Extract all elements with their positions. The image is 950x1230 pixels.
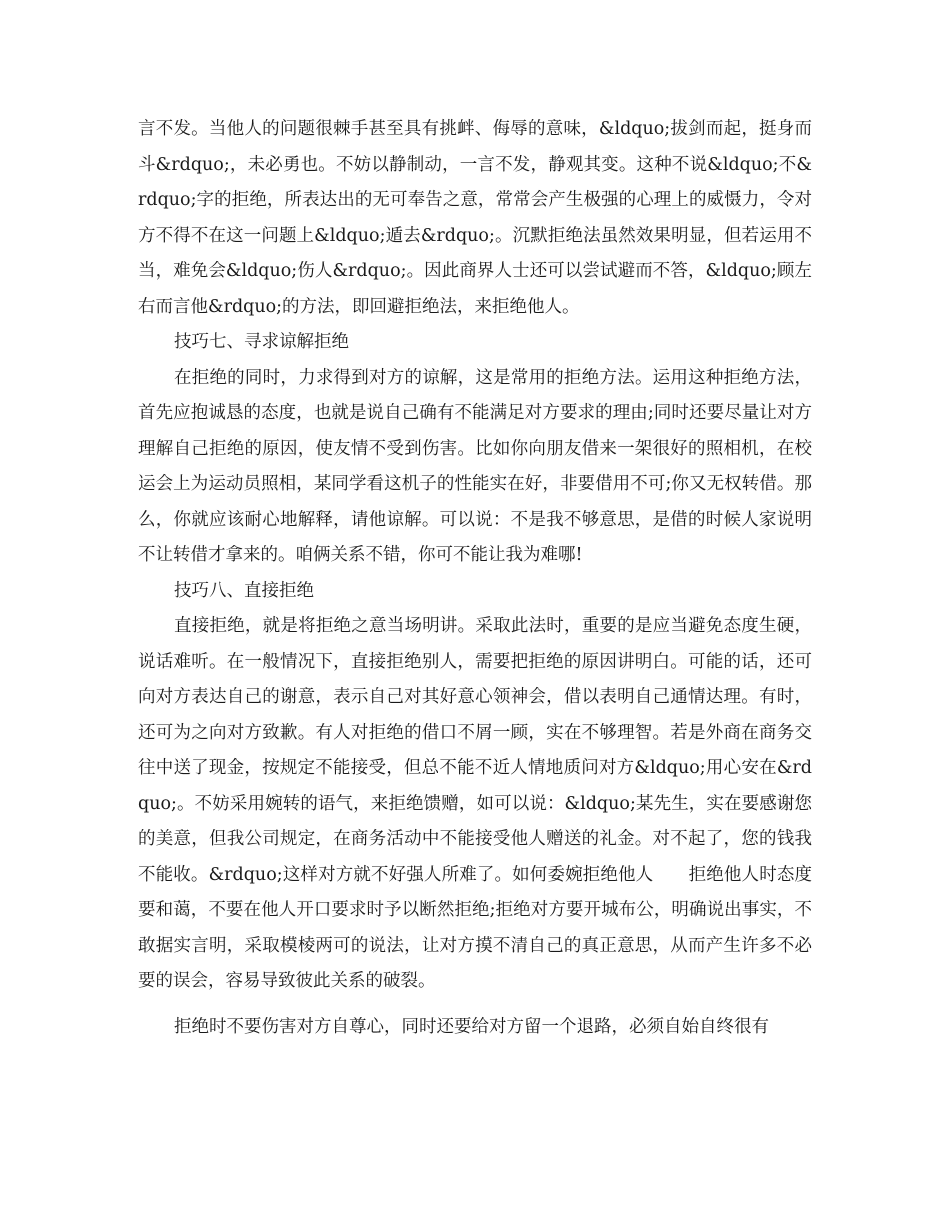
paragraph-silent-refusal: 言不发。当他人的问题很棘手甚至具有挑衅、侮辱的意味，&ldquo;拔剑而起，挺身而斗&rdquo;，未必勇也。不妨以静制动，一言不发，静观其变。这种不说&ldquo;不&rdquo;字的拒绝，所表达出的无可奉告之意，常常会产生极强的心理上的威慑力，令对方不得不在这一问题上&ldquo;遁去&rdquo;。沉默拒绝法虽然效果明显，但若运用不当，难免会&ldquo;伤人&rdquo;。因此商界人士还可以尝试避而不答，&ldquo;顾左右而言他&rdquo;的方法，即回避拒绝法，来拒绝他人。 xyxy=(138,119,812,317)
paragraph-seek-understanding: 在拒绝的同时，力求得到对方的谅解，这是常用的拒绝方法。运用这种拒绝方法，首先应抱诚恳的态度，也就是说自己确有不能满足对方要求的理由;同时还要尽量让对方理解自己拒绝的原因，使友情不受到伤害。比如你向朋友借来一架很好的照相机，在校运会上为运动员照相，某同学看这机子的性能实在好，非要借用不可;你又无权转借。那么，你就应该耐心地解释，请他谅解。可以说：不是我不够意思，是借的时候人家说明不让转借才拿来的。咱俩关系不错，你可不能让我为难哪! xyxy=(138,367,812,565)
paragraph-direct-refusal: 直接拒绝，就是将拒绝之意当场明讲。采取此法时，重要的是应当避免态度生硬，说话难听。在一般情况下，直接拒绝别人，需要把拒绝的原因讲明白。可能的话，还可向对方表达自己的谢意，表示自己对其好意心领神会，借以表明自己通情达理。有时，还可为之向对方致歉。有人对拒绝的借口不屑一顾，实在不够理智。若是外商在商务交往中送了现金，按规定不能接受，但总不能不近人情地质问对方&ldquo;用心安在&rdquo;。不妨采用婉转的语气，来拒绝馈赠，如可以说：&ldquo;某先生，实在要感谢您的美意，但我公司规定，在商务活动中不能接受他人赠送的礼金。对不起了，您的钱我不能收。&rdquo;这样对方就不好强人所难了。如何委婉拒绝他人 拒绝他人时态度要和蔼，不要在他人开口要求时予以断然拒绝;拒绝对方要开城布公，明确说出事实，不敢据实言明，采取模棱两可的说法，让对方摸不清自己的真正意思，从而产生许多不必要的误会，容易导致彼此关系的破裂。 xyxy=(138,616,812,991)
document-page xyxy=(138,112,812,1045)
heading-technique-8: 技巧八、直接拒绝 xyxy=(174,580,314,601)
heading-technique-7: 技巧七、寻求谅解拒绝 xyxy=(174,332,349,352)
paragraph-preserve-dignity: 拒绝时不要伤害对方自尊心，同时还要给对方留一个退路，必须自始自终很有 xyxy=(174,1016,769,1037)
